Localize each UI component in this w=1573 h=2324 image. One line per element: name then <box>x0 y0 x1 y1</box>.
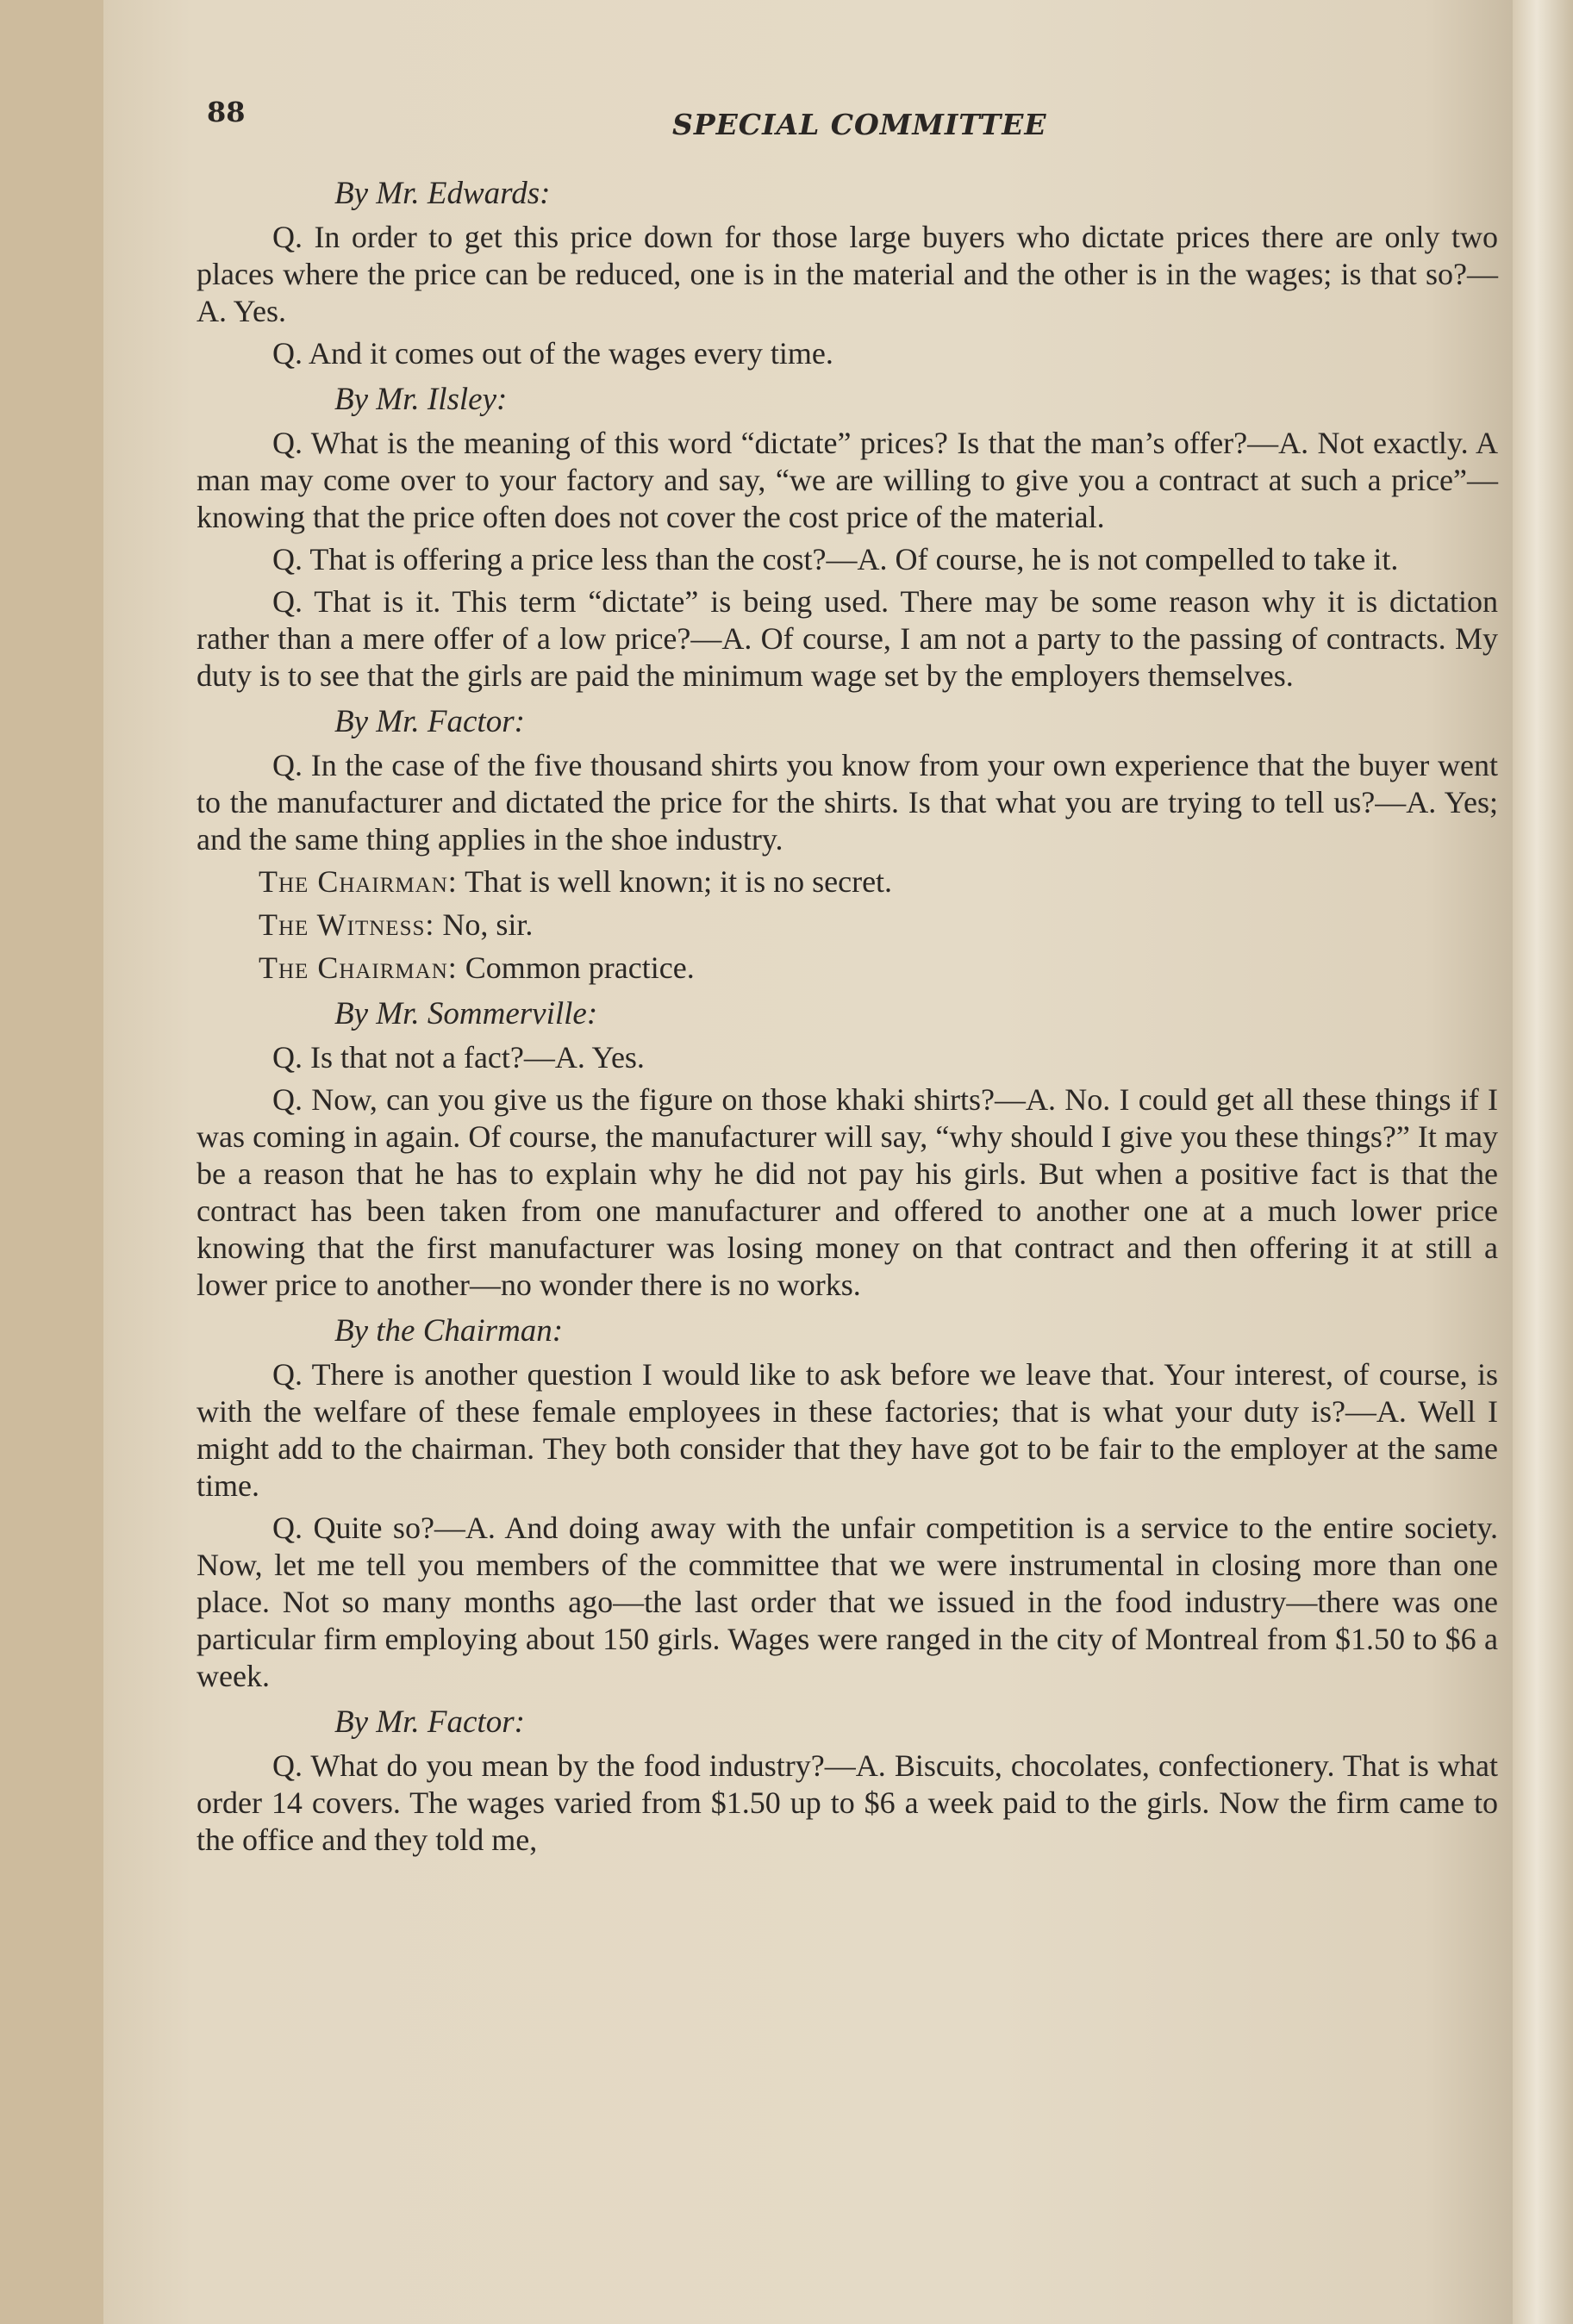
paragraph: Q. Quite so?—A. And doing away with the unfair competition is a service to the entire society. Now, let me tell you members of the committee that we were instrumental in closing more than one place. Not so many months ago—the last order that we issued in the food industry—there was one particular firm employing about 150 girls. Wages were ranged in the city of Montreal from $1.50 to $6 a week. <box>197 1511 1498 1693</box>
paragraph: Q. Now, can you give us the figure on those khaki shirts?—A. No. I could get all these things if I was coming in again. Of course, the manufacturer will say, “why should I give you these things?” It may be a reason that he has to explain why he did not pay his girls. But when a positive fact is that the contract has been taken from one manufacturer and offered to another one at a much lower price knowing that the first manufacturer was losing money on that contract and then offering it at still a lower price to another—no wonder there is no works. <box>197 1082 1498 1302</box>
page-header <box>207 90 1500 142</box>
section-heading: By the Chairman: <box>334 1313 564 1349</box>
dialogue-text: That is well known; it is no secret. <box>457 864 893 899</box>
dialogue-text: No, sir. <box>434 907 534 942</box>
dialogue-line <box>197 863 1498 900</box>
paragraph: Q. In the case of the five thousand shirts you know from your own experience that the buyer went to the manufacturer and dictated the price for the shirts. Is that what you are trying to tell us?—A. Yes; and the same thing applies in the shoe industry. <box>197 748 1498 857</box>
paragraph: Q. That is it. This term “dictate” is being used. There may be some reason why it is dictation rather than a mere offer of a low price?—A. Of course, I am not a party to the passing of contracts. My duty is to see that the girls are paid the minimum wage set by the employers themselves. <box>197 584 1498 693</box>
section-heading: By Mr. Factor: <box>334 704 525 739</box>
paragraph: Q. In order to get this price down for those large buyers who dictate prices there are only two places where the price can be reduced, one is in the material and the other is in the wages; is that so?—A. Yes. <box>197 220 1498 328</box>
speaker-label: The Chairman: <box>259 950 458 985</box>
paragraph: Q. And it comes out of the wages every time. <box>272 336 833 371</box>
paragraph: Q. That is offering a price less than the cost?—A. Of course, he is not compelled to take it. <box>272 542 1399 576</box>
dialogue-line <box>197 950 1498 987</box>
section-heading: By Mr. Factor: <box>334 1704 525 1740</box>
paragraph: Q. What is the meaning of this word “dictate” prices? Is that the man’s offer?—A. Not exactly. A man may come over to your factory and say, “we are willing to give you a contract at such a price”—knowing that the price often does not cover the cost price of the material. <box>197 426 1498 534</box>
speaker-label: The Chairman: <box>259 864 458 899</box>
speaker-label: The Witness: <box>259 907 435 942</box>
page-number: 88 <box>207 96 246 128</box>
paragraph: Q. There is another question I would like to ask before we leave that. Your interest, of course, is with the welfare of these female employees in these factories; that is what your duty is?—A. Well I might add to the chairman. They both consider that they have got to be fair to the employer at the same time. <box>197 1357 1498 1503</box>
section-heading: By Mr. Edwards: <box>334 176 551 211</box>
section-heading: By Mr. Sommerville: <box>334 996 598 1031</box>
section-heading: By Mr. Ilsley: <box>334 382 508 417</box>
dialogue-line <box>197 907 1498 944</box>
paragraph: Q. What do you mean by the food industry?—A. Biscuits, chocolates, confectionery. That is what order 14 covers. The wages varied from $1.50 up to $6 a week paid to the girls. Now the firm came to the office and they told me, <box>197 1748 1498 1857</box>
paragraph: Q. Is that not a fact?—A. Yes. <box>272 1040 645 1075</box>
page-body <box>197 166 1498 1864</box>
dialogue-text: Common practice. <box>457 950 695 985</box>
book-spine <box>1513 0 1573 2324</box>
running-head: SPECIAL COMMITTEE <box>672 108 1047 141</box>
